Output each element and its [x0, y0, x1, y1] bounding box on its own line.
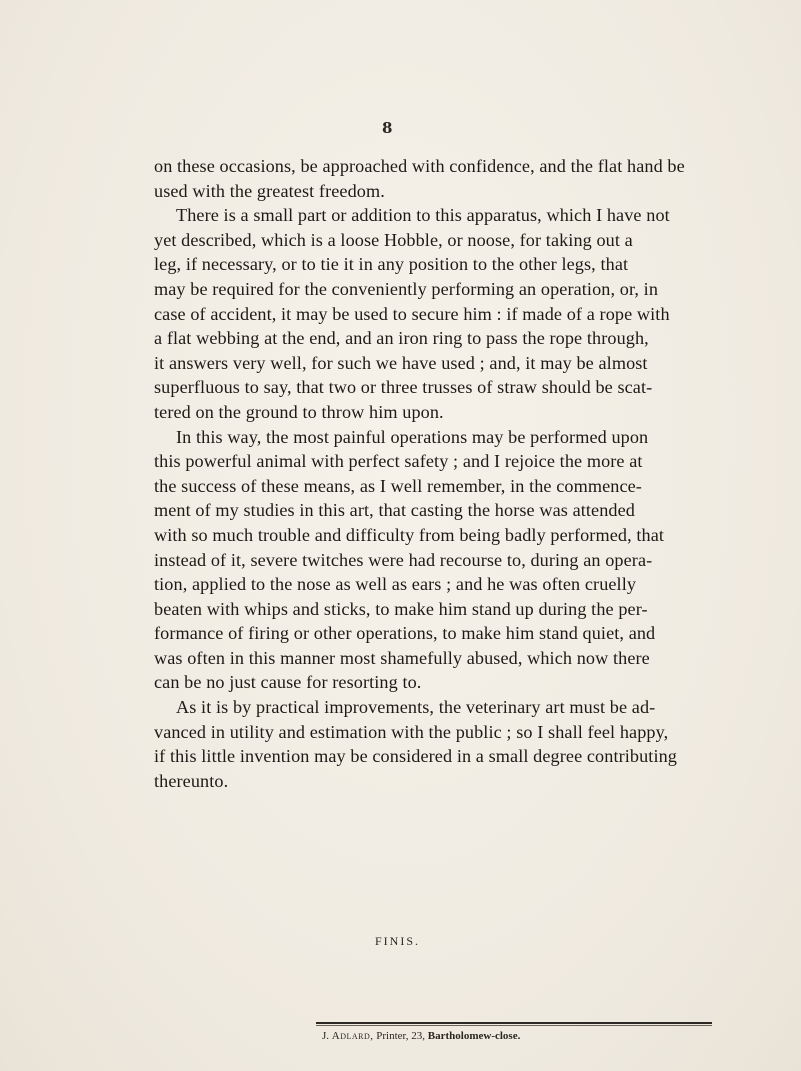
text-line: if this little invention may be considered in a small degree contributing: [154, 746, 677, 767]
paragraph: [154, 154, 685, 203]
paragraph: [154, 425, 665, 696]
text-line: beaten with whips and sticks, to make him stand up during the per-: [154, 598, 648, 619]
text-line: the success of these means, as I well remember, in the commence-: [154, 475, 642, 496]
text-line: In this way, the most painful operations may be performed upon: [176, 426, 649, 447]
text-line: superfluous to say, that two or three trusses of straw should be scat-: [154, 377, 653, 398]
text-line: may be required for the conveniently performing an operation, or, in: [154, 278, 659, 299]
text-line: vanced in utility and estimation with the public ; so I shall feel happy,: [154, 721, 669, 742]
text-line: can be no just cause for resorting to.: [154, 672, 422, 693]
imprint-name: Adlard,: [331, 1030, 374, 1042]
body-text: [154, 154, 685, 793]
text-line: instead of it, severe twitches were had recourse to, during an opera-: [154, 549, 653, 570]
imprint-initial: J.: [322, 1030, 330, 1042]
text-line: tion, applied to the nose as well as ears ; and he was often cruelly: [154, 574, 637, 595]
text-line: on these occasions, be approached with confidence, and the flat hand be: [154, 156, 685, 176]
text-line: As it is by practical improvements, the veterinary art must be ad-: [176, 697, 656, 718]
imprint-role: Printer, 23,: [376, 1030, 426, 1042]
text-line: formance of firing or other operations, to make him stand quiet, and: [154, 623, 656, 644]
text-line: tered on the ground to throw him upon.: [154, 401, 444, 422]
finis-label: FINIS.: [375, 934, 421, 948]
text-line: leg, if necessary, or to tie it in any position to the other legs, that: [154, 254, 629, 275]
text-line: case of accident, it may be used to secure him : if made of a rope with: [154, 303, 670, 324]
text-line: ment of my studies in this art, that casting the horse was attended: [154, 500, 635, 521]
text-line: with so much trouble and difficulty from being badly performed, that: [154, 524, 665, 545]
text-line: yet described, which is a loose Hobble, or noose, for taking out a: [154, 229, 633, 250]
imprint-rule-thin: [316, 1025, 712, 1026]
text-line: thereunto.: [154, 770, 229, 791]
imprint-rule: [316, 1022, 712, 1024]
paragraph: [154, 203, 670, 424]
text-line: was often in this manner most shamefully abused, which now there: [154, 647, 650, 668]
printer-imprint: [322, 1030, 520, 1042]
text-line: used with the greatest freedom.: [154, 180, 385, 201]
text-line: this powerful animal with perfect safety ; and I rejoice the more at: [154, 451, 643, 472]
text-line: a flat webbing at the end, and an iron ring to pass the rope through,: [154, 328, 649, 349]
paragraph: [154, 695, 677, 793]
text-line: There is a small part or addition to this apparatus, which I have not: [176, 205, 670, 226]
imprint-address: Bartholomew-close.: [427, 1030, 521, 1042]
page-number: 8: [382, 119, 393, 137]
text-line: it answers very well, for such we have used ; and, it may be almost: [154, 352, 648, 373]
